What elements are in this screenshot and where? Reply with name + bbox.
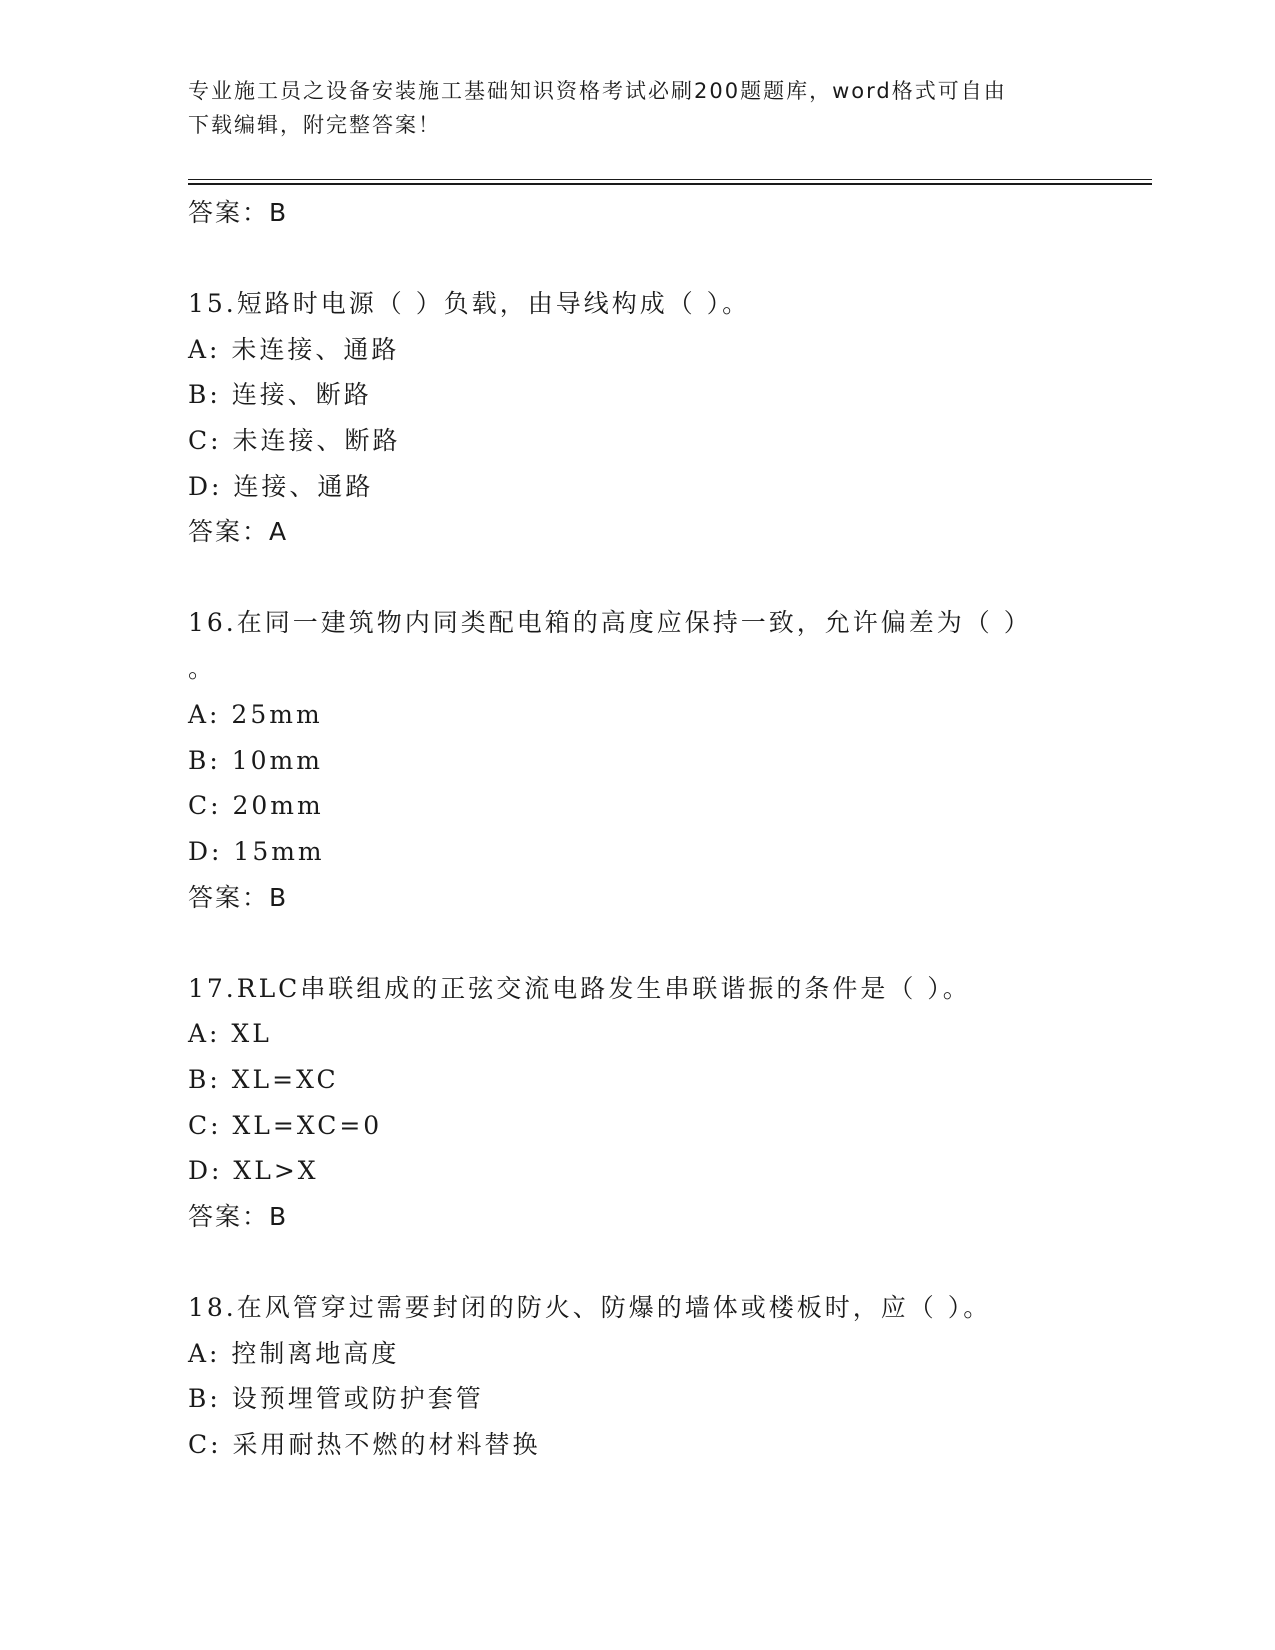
question-stem: 17.RLC串联组成的正弦交流电路发生串联谐振的条件是（ ）。 <box>188 973 971 1003</box>
header-rule-thin <box>188 179 1152 180</box>
header-line-1: 专业施工员之设备安装施工基础知识资格考试必刷200题题库，word格式可自由 <box>188 79 1007 103</box>
answer: 答案：A <box>188 517 289 547</box>
question-list <box>188 190 1108 1468</box>
option-a: A: 控制离地高度 <box>188 1338 400 1368</box>
answer: 答案：B <box>188 882 289 912</box>
header-rule-thick <box>188 183 1152 185</box>
option-a: A: XL <box>188 1019 272 1049</box>
question-stem: 15.短路时电源（ ）负载，由导线构成（ ）。 <box>188 289 751 318</box>
option-a: A: 未连接、通路 <box>188 334 400 364</box>
option-d: D: 15mm <box>188 836 325 866</box>
option-d: D: XL>X <box>188 1156 319 1186</box>
document-header <box>188 74 1068 142</box>
question-stem: 16.在同一建筑物内同类配电箱的高度应保持一致，允许偏差为（ ） <box>188 608 1032 638</box>
option-b: B: 设预埋管或防护套管 <box>188 1384 484 1414</box>
option-b: B: 10mm <box>188 745 323 775</box>
question-18 <box>188 1285 1108 1468</box>
option-c: C: 20mm <box>188 791 324 821</box>
question-17 <box>188 966 1108 1240</box>
option-a: A: 25mm <box>188 699 323 729</box>
question-16 <box>188 600 1108 920</box>
option-d: D: 连接、通路 <box>188 471 374 501</box>
header-line-2: 下载编辑，附完整答案！ <box>188 113 441 137</box>
answer-previous: 答案：B <box>188 198 289 227</box>
question-stem: 18.在风管穿过需要封闭的防火、防爆的墙体或楼板时，应（ ）。 <box>188 1293 992 1322</box>
option-c: C: 采用耐热不燃的材料替换 <box>188 1430 541 1460</box>
question-stem-continued: 。 <box>188 654 217 684</box>
option-c: C: 未连接、断路 <box>188 426 401 456</box>
answer: 答案：B <box>188 1202 289 1231</box>
option-c: C: XL=XC=0 <box>188 1110 383 1140</box>
option-b: B: 连接、断路 <box>188 380 372 410</box>
question-15 <box>188 281 1108 555</box>
option-b: B: XL=XC <box>188 1064 339 1094</box>
